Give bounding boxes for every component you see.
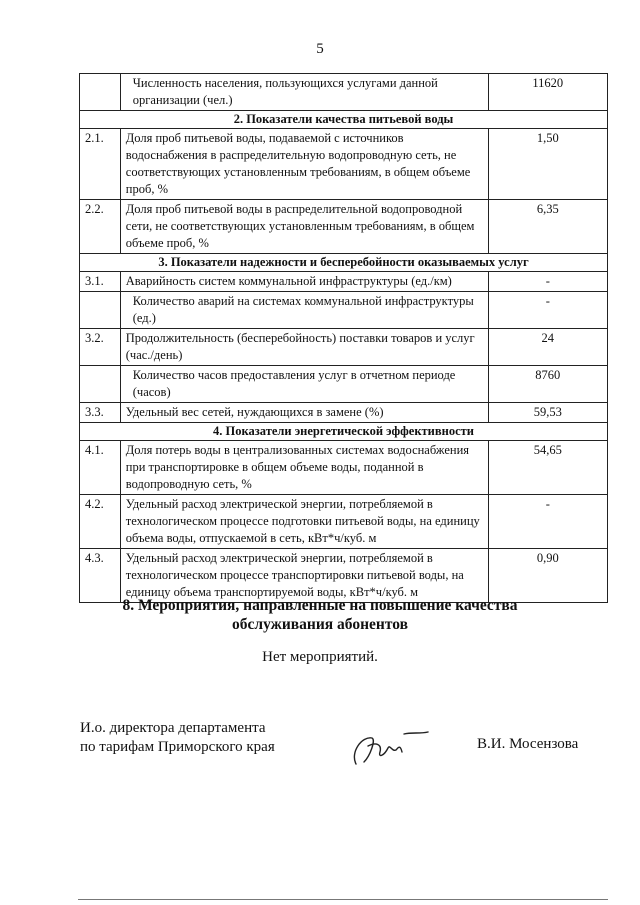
indicator-value: 54,65 xyxy=(488,441,607,495)
indicator-value: 8760 xyxy=(488,366,607,403)
signer-title-line-2: по тарифам Приморского края xyxy=(80,739,275,755)
section-title: 3. Показатели надежности и бесперебойности оказываемых услуг xyxy=(80,254,608,272)
no-events-note: Нет мероприятий. xyxy=(262,649,378,665)
indicator-value: 24 xyxy=(488,329,607,366)
indicator-description: Доля проб питьевой воды в распределительной водопроводной сети, не соответствующих установленным требованиям, в общем объеме проб, % xyxy=(120,200,488,254)
indicator-description: Аварийность систем коммунальной инфраструктуры (ед./км) xyxy=(120,272,488,292)
indicator-value: 11620 xyxy=(488,74,607,111)
table-row xyxy=(80,403,608,423)
table-row xyxy=(80,272,608,292)
row-number xyxy=(80,74,121,111)
indicator-value: 59,53 xyxy=(488,403,607,423)
indicator-value: 1,50 xyxy=(488,129,607,200)
table-row xyxy=(80,441,608,495)
indicator-description: Количество часов предоставления услуг в отчетном периоде (часов) xyxy=(120,366,488,403)
signer-name: В.И. Мосензова xyxy=(477,736,579,752)
section-header-row xyxy=(80,111,608,129)
signer-title xyxy=(80,719,275,757)
table-row xyxy=(80,200,608,254)
indicator-description: Продолжительность (бесперебойность) поставки товаров и услуг (час./день) xyxy=(120,329,488,366)
row-number: 3.1. xyxy=(80,272,121,292)
row-number: 3.3. xyxy=(80,403,121,423)
row-number: 4.1. xyxy=(80,441,121,495)
indicator-value: - xyxy=(488,292,607,329)
row-number xyxy=(80,292,121,329)
section-8-heading xyxy=(0,596,640,634)
row-number: 3.2. xyxy=(80,329,121,366)
section-title: 4. Показатели энергетической эффективности xyxy=(80,423,608,441)
row-number xyxy=(80,366,121,403)
table-row xyxy=(80,292,608,329)
indicator-description: Удельный расход электрической энергии, потребляемой в технологическом процессе транспортировки питьевой воды, на единицу объема транспортируемой воды, кВт*ч/куб. м xyxy=(120,549,488,603)
indicator-value: 0,90 xyxy=(488,549,607,603)
indicators-table xyxy=(79,73,608,603)
indicator-description: Численность населения, пользующихся услугами данной организации (чел.) xyxy=(120,74,488,111)
indicator-description: Доля проб питьевой воды, подаваемой с источников водоснабжения в распределительную водопроводную сеть, не соответствующих установленным требованиям, в общем объеме проб, % xyxy=(120,129,488,200)
page-bottom-rule xyxy=(78,899,608,900)
indicator-value: 6,35 xyxy=(488,200,607,254)
row-number: 4.2. xyxy=(80,495,121,549)
table-row xyxy=(80,366,608,403)
indicator-value: - xyxy=(488,272,607,292)
signer-title-line-1: И.о. директора департамента xyxy=(80,720,266,736)
section-title: 2. Показатели качества питьевой воды xyxy=(80,111,608,129)
section-8-heading-line-2: обслуживания абонентов xyxy=(232,616,408,633)
table-row xyxy=(80,129,608,200)
row-number: 2.2. xyxy=(80,200,121,254)
indicator-description: Количество аварий на системах коммунальной инфраструктуры (ед.) xyxy=(120,292,488,329)
page-number: 5 xyxy=(316,41,324,57)
section-header-row xyxy=(80,423,608,441)
indicators-table-body xyxy=(80,74,608,603)
indicator-description: Доля потерь воды в централизованных системах водоснабжения при транспортировке в общем объеме воды, поданной в водопроводную сеть, % xyxy=(120,441,488,495)
table-row xyxy=(80,549,608,603)
handwritten-signature xyxy=(342,722,432,770)
section-header-row xyxy=(80,254,608,272)
table-row xyxy=(80,495,608,549)
indicator-description: Удельный вес сетей, нуждающихся в замене (%) xyxy=(120,403,488,423)
table-row xyxy=(80,74,608,111)
indicator-value: - xyxy=(488,495,607,549)
row-number: 2.1. xyxy=(80,129,121,200)
row-number: 4.3. xyxy=(80,549,121,603)
section-8-heading-line-1: 8. Мероприятия, направленные на повышение качества xyxy=(122,597,518,614)
indicator-description: Удельный расход электрической энергии, потребляемой в технологическом процессе подготовки питьевой воды, на единицу объема воды, отпускаемой в сеть, кВт*ч/куб. м xyxy=(120,495,488,549)
table-row xyxy=(80,329,608,366)
